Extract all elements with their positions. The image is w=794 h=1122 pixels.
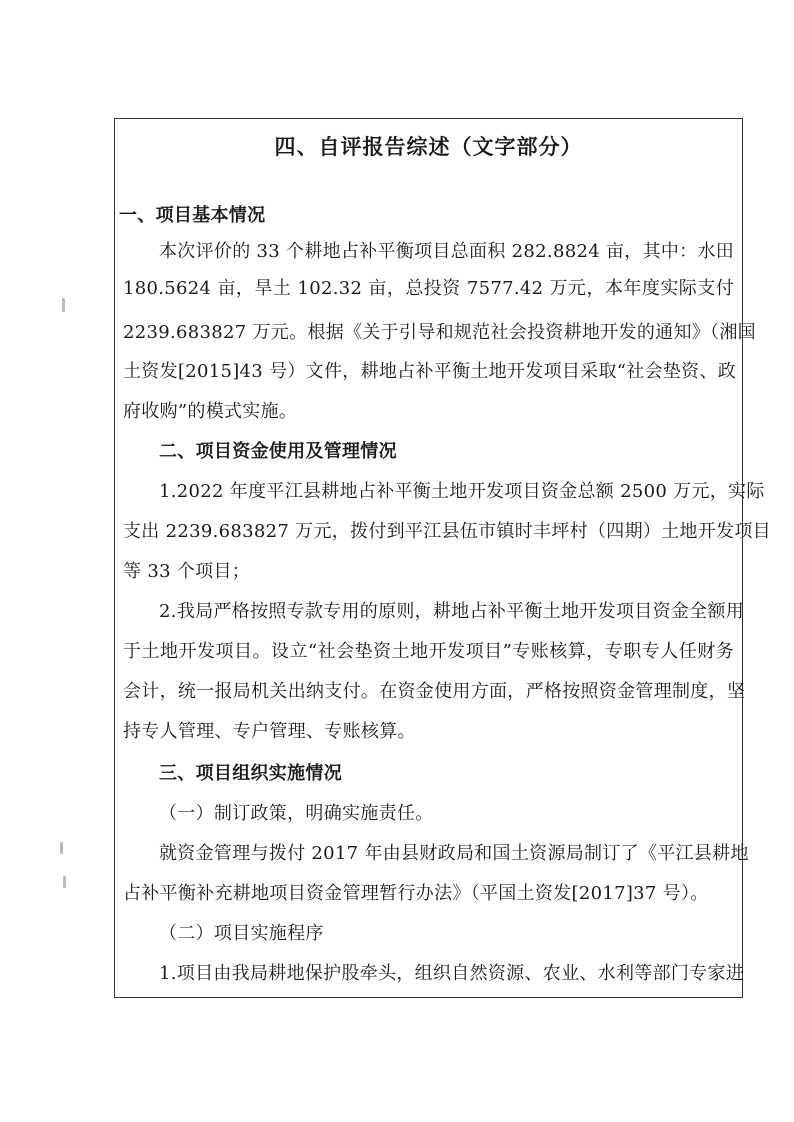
section3-line-1: 就资金管理与拨付 2017 年由县财政局和国土资源局制订了《平江县耕地	[159, 843, 749, 864]
section3-sub1: （一）制订政策，明确实施责任。	[159, 803, 434, 824]
section2-line-1: 1.2022 年度平江县耕地占补平衡土地开发项目资金总额 2500 万元，实际	[159, 481, 765, 502]
section1-line-4: 土资发[2015]43 号）文件，耕地占补平衡土地开发项目采取“社会垫资、政	[123, 361, 737, 382]
section2-line-3: 等 33 个项目；	[123, 561, 251, 582]
section2-line-4: 2.我局严格按照专款专用的原则，耕地占补平衡土地开发项目资金全额用	[159, 601, 745, 622]
page-title: 四、自评报告综述（文字部分）	[274, 135, 583, 159]
section2-line-2: 支出 2239.683827 万元，拨付到平江县伍市镇时丰坪村（四期）土地开发项目	[123, 521, 771, 542]
section2-heading: 二、项目资金使用及管理情况	[159, 441, 397, 462]
section1-heading: 一、项目基本情况	[119, 205, 266, 226]
section3-sub2: （二）项目实施程序	[159, 923, 324, 944]
section1-line-5: 府收购”的模式实施。	[123, 401, 298, 422]
section3-last-line: 1.项目由我局耕地保护股牵头，组织自然资源、农业、水利等部门专家进	[159, 963, 745, 984]
section1-line-1: 本次评价的 33 个耕地占补平衡项目总面积 282.8824 亩，其中：水田	[159, 241, 735, 262]
section3-line-2: 占补平衡补充耕地项目资金管理暂行办法》（平国土资发[2017]37 号）。	[123, 883, 709, 904]
section2-line-7: 持专人管理、专户管理、专账核算。	[123, 721, 416, 742]
page-frame	[114, 118, 771, 998]
scan-mark	[62, 298, 65, 312]
scan-mark	[63, 876, 66, 888]
section3-heading: 三、项目组织实施情况	[159, 763, 342, 784]
section1-line-2: 180.5624 亩，旱土 102.32 亩，总投资 7577.42 万元，本年度实际支付	[123, 278, 734, 299]
section1-line-3: 2239.683827 万元。根据《关于引导和规范社会投资耕地开发的通知》（湘国	[123, 322, 756, 343]
section2-line-5: 于土地开发项目。设立“社会垫资土地开发项目”专账核算，专职专人任财务	[123, 641, 734, 662]
section2-line-6: 会计，统一报局机关出纳支付。在资金使用方面，严格按照资金管理制度，坚	[123, 681, 746, 702]
scan-mark	[60, 842, 63, 854]
